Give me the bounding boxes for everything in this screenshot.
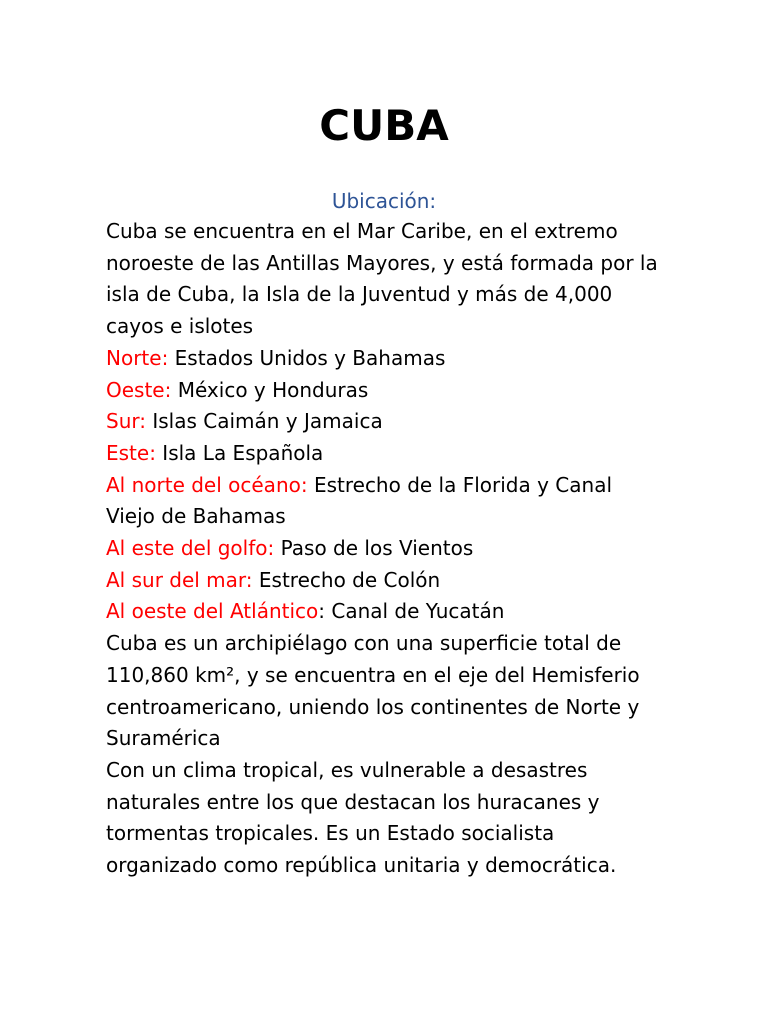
border-value: Islas Caimán y Jamaica: [145, 409, 383, 434]
border-label: Al sur del mar:: [106, 567, 253, 592]
border-line-east: [106, 438, 666, 470]
document-body: [106, 216, 666, 882]
border-line-ocean-north: [106, 470, 666, 533]
climate-paragraph: Con un clima tropical, es vulnerable a desastres naturales entre los que destacan los huracanes y tormentas tropicales. Es un Estado socialista organizado como república unitaria y democrática.: [106, 757, 617, 878]
border-line-west: [106, 375, 666, 407]
border-label: Al este del golfo:: [106, 536, 275, 561]
border-label: Este:: [106, 440, 156, 465]
area-paragraph: Cuba es un archipiélago con una superficie total de 110,860 km², y se encuentra en el eje del Hemisferio centroamericano, uniendo los continentes de Norte y Suramérica: [106, 631, 640, 751]
border-value: Isla La Española: [155, 440, 324, 465]
border-value: México y Honduras: [171, 377, 369, 402]
border-label: Norte:: [106, 345, 169, 370]
intro-paragraph: Cuba se encuentra en el Mar Caribe, en el extremo noroeste de las Antillas Mayores, y está formada por la isla de Cuba, la Isla de la Juventud y más de 4,000 cayos e islotes: [106, 219, 658, 339]
border-line-north: [106, 343, 666, 375]
border-label: Al oeste del Atlántico: [106, 599, 319, 624]
border-label: Sur:: [106, 409, 146, 434]
border-line-south: [106, 406, 666, 438]
border-value: : Canal de Yucatán: [318, 599, 505, 624]
page-title: CUBA: [319, 101, 449, 150]
border-value: Estados Unidos y Bahamas: [168, 345, 446, 370]
border-line-sea-south: [106, 565, 666, 597]
border-value: Estrecho de la Florida y Canal Viejo de Bahamas: [106, 472, 613, 529]
border-line-atlantic-west: [106, 596, 666, 628]
border-line-gulf-east: [106, 533, 666, 565]
border-value: Paso de los Vientos: [274, 536, 474, 561]
section-subtitle: Ubicación:: [331, 189, 437, 213]
border-label: Oeste:: [106, 377, 172, 402]
border-value: Estrecho de Colón: [252, 567, 441, 592]
border-label: Al norte del océano:: [106, 472, 308, 497]
